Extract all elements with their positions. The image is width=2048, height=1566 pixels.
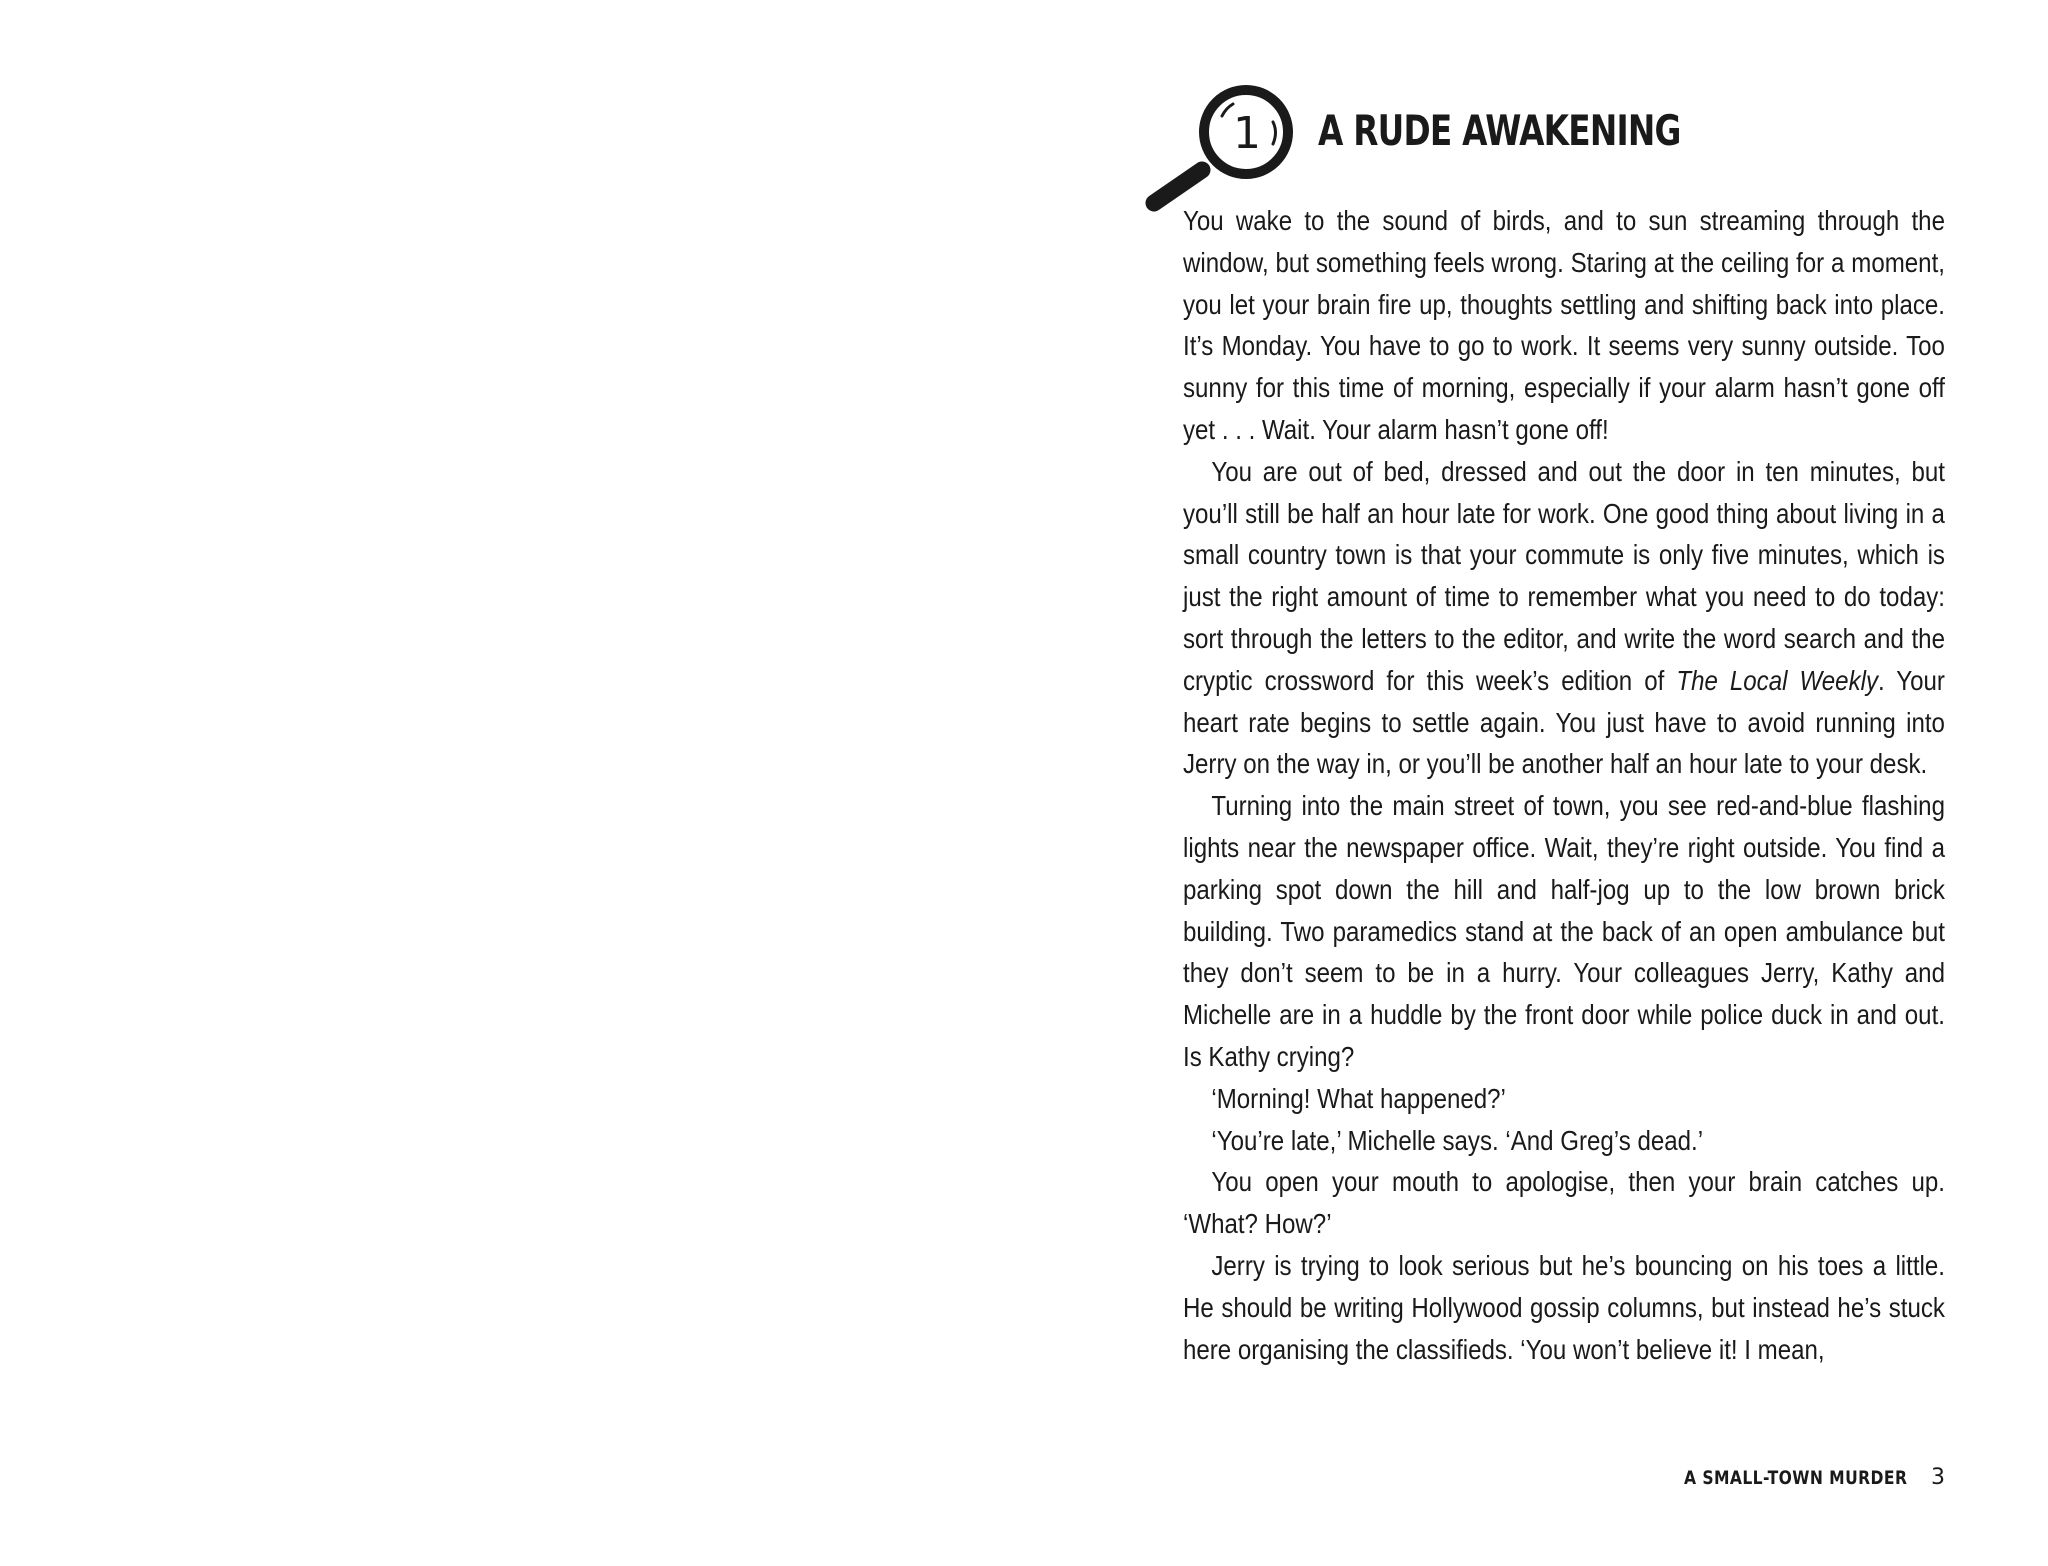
magnifying-glass-icon xyxy=(1140,80,1300,215)
body-text xyxy=(1183,200,1945,1370)
dialogue-line-1: ‘Morning! What happened?’ xyxy=(1211,1082,1506,1114)
dialogue-line-2: ‘You’re late,’ Michelle says. ‘And Greg’s dead.’ xyxy=(1211,1124,1704,1156)
running-head: A SMALL-TOWN MURDER xyxy=(1683,1467,1907,1489)
page-number: 3 xyxy=(1931,1465,1945,1490)
body-text-column xyxy=(1183,200,1945,1370)
page-footer xyxy=(1635,1465,1945,1490)
paragraph-2-text-end: . Your heart rate begins to settle again. You just have to avoid running into Jerry on the way in, or you’ll be another half an hour late to your desk. xyxy=(1183,664,1945,780)
paragraph-7: Jerry is trying to look serious but he’s bouncing on his toes a little. He should be writing Hollywood gossip columns, but instead he’s stuck here organising the classifieds. ‘You won’t believe it! I mean, xyxy=(1183,1249,1945,1365)
paragraph-1: You wake to the sound of birds, and to sun streaming through the window, but something feels wrong. Staring at the ceiling for a moment, you let your brain fire up, thoughts settling and shifting back into place. It’s Monday. You have to go to work. It seems very sunny outside. Too sunny for this time of morning, especially if your alarm hasn’t gone off yet . . . Wait. Your alarm hasn’t gone off! xyxy=(1183,205,1945,445)
paragraph-3: Turning into the main street of town, you see red-and-blue flashing lights near the newspaper office. Wait, they’re right outside. You find a parking spot down the hill and half-jog up to the low brown brick building. Two paramedics stand at the back of an open ambulance but they don’t seem to be in a hurry. Your colleagues Jerry, Kathy and Michelle are in a huddle by the front door while police duck in and out. Is Kathy crying? xyxy=(1183,790,1945,1072)
paragraph-2 xyxy=(1183,451,1945,785)
paragraph-6: You open your mouth to apologise, then your brain catches up. ‘What? How?’ xyxy=(1183,1166,1945,1240)
chapter-title: A RUDE AWAKENING xyxy=(1318,106,1681,155)
paragraph-2-text-start: You are out of bed, dressed and out the door in ten minutes, but you’ll still be half an hour late for work. One good thing about living in a small country town is that your commute is only five minutes, which is just the right amount of time to remember what you need to do today: sort through the letters to the editor, and write the word search and the cryptic crossword for this week’s edition of xyxy=(1183,455,1945,696)
newspaper-title: The Local Weekly xyxy=(1676,664,1879,696)
chapter-number: 1 xyxy=(1233,108,1261,159)
